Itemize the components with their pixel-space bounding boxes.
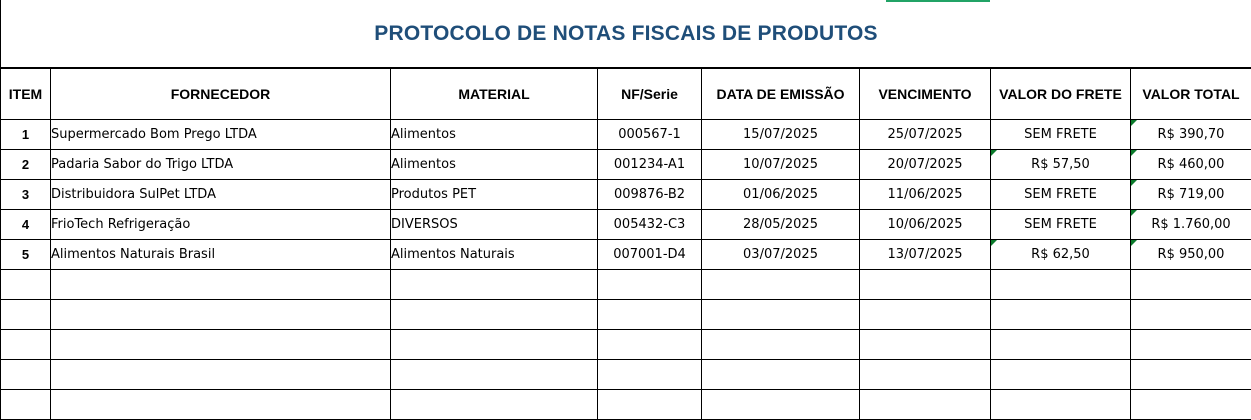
empty-row [1, 330, 1251, 360]
cell-valor-frete[interactable]: SEM FRETE [991, 180, 1131, 210]
empty-cell[interactable] [702, 330, 860, 360]
cell-material[interactable]: Produtos PET [391, 180, 598, 210]
cell-vencimento[interactable]: 10/06/2025 [860, 210, 991, 240]
empty-cell[interactable] [1131, 360, 1251, 390]
cell-item[interactable]: 5 [1, 240, 51, 270]
cell-valor-total[interactable]: R$ 460,00 [1131, 150, 1251, 180]
empty-cell[interactable] [991, 270, 1131, 300]
cell-valor-frete[interactable]: SEM FRETE [991, 120, 1131, 150]
empty-row [1, 390, 1251, 420]
cell-nf-serie[interactable]: 007001-D4 [598, 240, 702, 270]
table-row [1, 150, 1251, 180]
empty-cell[interactable] [51, 360, 391, 390]
empty-cell[interactable] [1, 390, 51, 420]
empty-cell[interactable] [51, 300, 391, 330]
empty-cell[interactable] [991, 360, 1131, 390]
cell-valor-total[interactable]: R$ 719,00 [1131, 180, 1251, 210]
empty-row [1, 300, 1251, 330]
cell-vencimento[interactable]: 13/07/2025 [860, 240, 991, 270]
empty-cell[interactable] [1, 330, 51, 360]
empty-cell[interactable] [598, 360, 702, 390]
empty-cell[interactable] [1, 360, 51, 390]
empty-cell[interactable] [702, 360, 860, 390]
header-nf-serie[interactable]: NF/Serie [598, 68, 702, 120]
cell-vencimento[interactable]: 25/07/2025 [860, 120, 991, 150]
title-cell[interactable] [0, 0, 1251, 67]
empty-cell[interactable] [702, 390, 860, 420]
empty-cell[interactable] [391, 390, 598, 420]
cell-material[interactable]: Alimentos Naturais [391, 240, 598, 270]
cell-material[interactable]: Alimentos [391, 150, 598, 180]
cell-item[interactable]: 1 [1, 120, 51, 150]
empty-cell[interactable] [598, 390, 702, 420]
empty-cell[interactable] [991, 330, 1131, 360]
table-row [1, 210, 1251, 240]
header-valor-total[interactable]: VALOR TOTAL [1131, 68, 1251, 120]
cell-nf-serie[interactable]: 009876-B2 [598, 180, 702, 210]
cell-fornecedor[interactable]: Distribuidora SulPet LTDA [51, 180, 391, 210]
empty-cell[interactable] [1, 300, 51, 330]
cell-fornecedor[interactable]: Alimentos Naturais Brasil [51, 240, 391, 270]
header-row [1, 68, 1251, 120]
cell-item[interactable]: 4 [1, 210, 51, 240]
cell-item[interactable]: 3 [1, 180, 51, 210]
empty-cell[interactable] [51, 330, 391, 360]
empty-cell[interactable] [51, 270, 391, 300]
empty-cell[interactable] [1, 270, 51, 300]
invoice-table [0, 67, 1251, 420]
header-item[interactable]: ITEM [1, 68, 51, 120]
cell-data-emissao[interactable]: 03/07/2025 [702, 240, 860, 270]
empty-cell[interactable] [598, 300, 702, 330]
cell-material[interactable]: Alimentos [391, 120, 598, 150]
empty-cell[interactable] [991, 300, 1131, 330]
cell-data-emissao[interactable]: 28/05/2025 [702, 210, 860, 240]
empty-row [1, 360, 1251, 390]
header-material[interactable]: MATERIAL [391, 68, 598, 120]
empty-cell[interactable] [991, 390, 1131, 420]
empty-cell[interactable] [702, 300, 860, 330]
empty-cell[interactable] [51, 390, 391, 420]
empty-cell[interactable] [1131, 270, 1251, 300]
cell-nf-serie[interactable]: 000567-1 [598, 120, 702, 150]
cell-fornecedor[interactable]: FrioTech Refrigeração [51, 210, 391, 240]
cell-valor-total[interactable]: R$ 1.760,00 [1131, 210, 1251, 240]
table-row [1, 180, 1251, 210]
cell-vencimento[interactable]: 20/07/2025 [860, 150, 991, 180]
cell-vencimento[interactable]: 11/06/2025 [860, 180, 991, 210]
cell-valor-total[interactable]: R$ 390,70 [1131, 120, 1251, 150]
cell-data-emissao[interactable]: 15/07/2025 [702, 120, 860, 150]
page-title: PROTOCOLO DE NOTAS FISCAIS DE PRODUTOS [374, 22, 877, 46]
empty-cell[interactable] [1131, 390, 1251, 420]
cell-item[interactable]: 2 [1, 150, 51, 180]
header-valor-frete[interactable]: VALOR DO FRETE [991, 68, 1131, 120]
empty-cell[interactable] [391, 270, 598, 300]
empty-row [1, 270, 1251, 300]
empty-cell[interactable] [1131, 300, 1251, 330]
cell-nf-serie[interactable]: 001234-A1 [598, 150, 702, 180]
empty-cell[interactable] [702, 270, 860, 300]
cell-valor-frete[interactable]: SEM FRETE [991, 210, 1131, 240]
header-data-emissao[interactable]: DATA DE EMISSÃO [702, 68, 860, 120]
cell-fornecedor[interactable]: Padaria Sabor do Trigo LTDA [51, 150, 391, 180]
empty-cell[interactable] [598, 270, 702, 300]
empty-cell[interactable] [391, 300, 598, 330]
table-row [1, 240, 1251, 270]
cell-material[interactable]: DIVERSOS [391, 210, 598, 240]
table-row [1, 120, 1251, 150]
empty-cell[interactable] [860, 300, 991, 330]
empty-cell[interactable] [860, 360, 991, 390]
empty-cell[interactable] [391, 360, 598, 390]
cell-valor-frete[interactable]: R$ 57,50 [991, 150, 1131, 180]
cell-nf-serie[interactable]: 005432-C3 [598, 210, 702, 240]
empty-cell[interactable] [598, 330, 702, 360]
header-vencimento[interactable]: VENCIMENTO [860, 68, 991, 120]
cell-data-emissao[interactable]: 01/06/2025 [702, 180, 860, 210]
cell-valor-total[interactable]: R$ 950,00 [1131, 240, 1251, 270]
empty-cell[interactable] [1131, 330, 1251, 360]
header-fornecedor[interactable]: FORNECEDOR [51, 68, 391, 120]
cell-data-emissao[interactable]: 10/07/2025 [702, 150, 860, 180]
cell-fornecedor[interactable]: Supermercado Bom Prego LTDA [51, 120, 391, 150]
empty-cell[interactable] [860, 270, 991, 300]
cell-valor-frete[interactable]: R$ 62,50 [991, 240, 1131, 270]
empty-cell[interactable] [860, 390, 991, 420]
empty-cell[interactable] [391, 330, 598, 360]
empty-cell[interactable] [860, 330, 991, 360]
